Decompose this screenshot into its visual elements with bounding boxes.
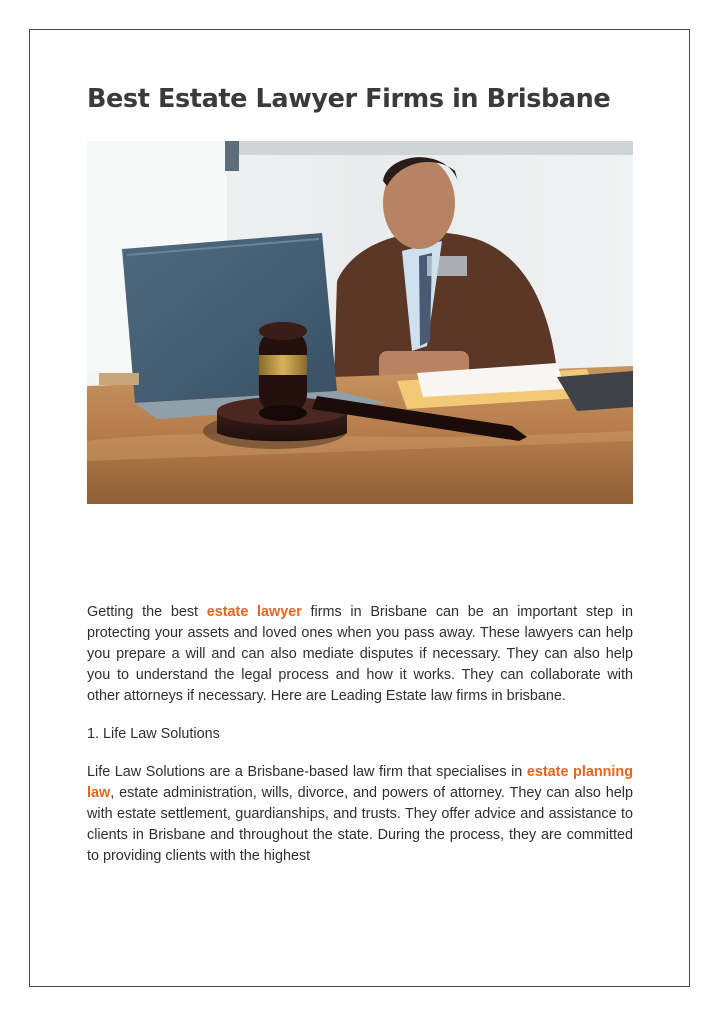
intro-text-end: firms in Brisbane can be an important step in protecting your assets and loved ones when you pass away. These lawyers can help you prepare a will and can also mediate disputes if necessary. They can also help you to understand the legal process and how it works. They can collaborate with other attorneys if necessary. Here are Leading Estate law firms in brisbane. — [87, 604, 633, 704]
intro-text-start: Getting the best — [87, 604, 207, 620]
estate-planning-law-link[interactable]: estate planning law — [87, 764, 633, 801]
page-title: Best Estate Lawyer Firms in Brisbane — [87, 84, 611, 114]
intro-paragraph — [87, 602, 633, 707]
section-heading: 1. Life Law Solutions — [87, 726, 220, 742]
article-body — [87, 602, 633, 884]
estate-lawyer-link[interactable]: estate lawyer — [206, 604, 302, 620]
section-paragraph — [87, 762, 633, 867]
section-text-start: Life Law Solutions are a Brisbane-based law firm that specialises in — [87, 764, 527, 780]
section-text-end: , estate administration, wills, divorce, and powers of attorney. They can also help with estate settlement, guardianships, and trusts. They offer advice and assistance to clients in Brisbane and throughout the state. During the process, they are committed to providing clients with the highest — [87, 785, 633, 864]
lawyer-with-gavel-photo-icon — [87, 141, 633, 504]
hero-image — [87, 141, 633, 504]
